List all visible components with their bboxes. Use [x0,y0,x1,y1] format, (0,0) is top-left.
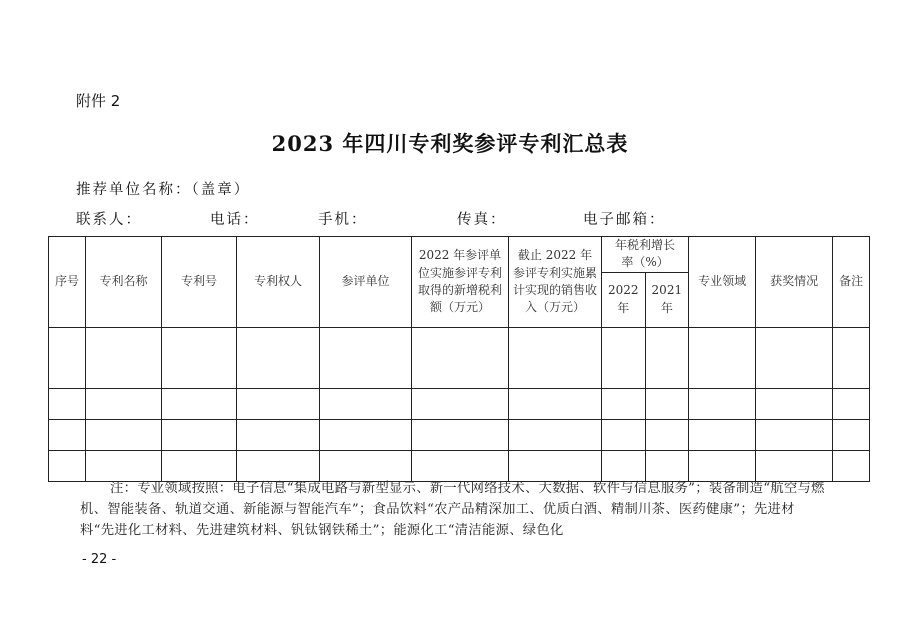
header-new-tax: 2022 年参评单位实施参评专利取得的新增税利额（万元） [412,237,509,328]
fax-label: 传真： [457,212,507,228]
table-row [49,419,870,450]
table-cell [756,388,833,419]
footnote: 注：专业领域按照：电子信息“集成电路与新型显示、新一代网络技术、大数据、软件与信息服务”；装备制造“航空与燃机、智能装备、轨道交通、新能源与智能汽车”；食品饮料“农产品精深加工、优质白酒、精制川茶、医药健康”；先进材料“先进化工材料、先进建筑材料、钒钛钢铁稀土”；能源化工“清洁能源、绿色化 [80,481,825,538]
recommending-unit-line: 推荐单位名称：（盖章） [76,182,251,198]
table-cell [602,388,646,419]
table-cell [237,327,320,388]
table-cell [162,388,237,419]
table-cell [162,327,237,388]
phone-label: 电话： [210,212,260,228]
table-cell [689,388,756,419]
table-cell [86,450,162,481]
table-cell [756,327,833,388]
table-cell [602,419,646,450]
table-cell [756,450,833,481]
contact-person-label: 联系人： [76,212,142,228]
table-cell [412,419,509,450]
attachment-label: 附件 2 [76,92,121,110]
header-patent-name: 专利名称 [86,237,162,328]
page-title: 2023 年四川专利奖参评专利汇总表 [271,131,629,156]
table-cell [756,419,833,450]
table-row [49,327,870,388]
header-year-2021: 2021 年 [645,272,689,327]
table-cell [833,388,870,419]
table-cell [162,450,237,481]
table-cell [412,388,509,419]
table-cell [509,327,602,388]
table-cell [645,327,689,388]
page-number: - 22 - [82,552,117,567]
table-cell [86,388,162,419]
table-cell [86,419,162,450]
email-label: 电子邮箱： [583,212,666,228]
table-cell [412,327,509,388]
table-cell [162,419,237,450]
table-cell [689,327,756,388]
table-cell [320,450,412,481]
table-row [49,450,870,481]
table-cell [49,419,86,450]
header-field: 专业领域 [689,237,756,328]
table-cell [237,419,320,450]
table-cell [320,327,412,388]
patent-summary-table [48,236,870,482]
table-cell [833,327,870,388]
header-sales: 截止 2022 年参评专利实施累计实现的销售收入（万元） [509,237,602,328]
table-cell [237,388,320,419]
table-row [49,388,870,419]
table-cell [237,450,320,481]
table-cell [86,327,162,388]
table-cell [320,419,412,450]
table-cell [602,327,646,388]
table-cell [689,419,756,450]
table-cell [602,450,646,481]
header-patent-no: 专利号 [162,237,237,328]
table-cell [49,388,86,419]
table-cell [509,419,602,450]
mobile-label: 手机： [318,212,368,228]
table-cell [49,450,86,481]
header-year-2022: 2022 年 [602,272,646,327]
header-applicant: 参评单位 [320,237,412,328]
header-remarks: 备注 [833,237,870,328]
table-cell [509,388,602,419]
table-cell [833,450,870,481]
table-cell [645,450,689,481]
table-cell [689,450,756,481]
table-cell [49,327,86,388]
header-awards: 获奖情况 [756,237,833,328]
header-growth-rate: 年税利增长率（%） [602,237,689,273]
table-cell [645,388,689,419]
table-cell [833,419,870,450]
table-cell [645,419,689,450]
header-seq: 序号 [49,237,86,328]
table-cell [509,450,602,481]
table-cell [412,450,509,481]
header-patentee: 专利权人 [237,237,320,328]
table-cell [320,388,412,419]
